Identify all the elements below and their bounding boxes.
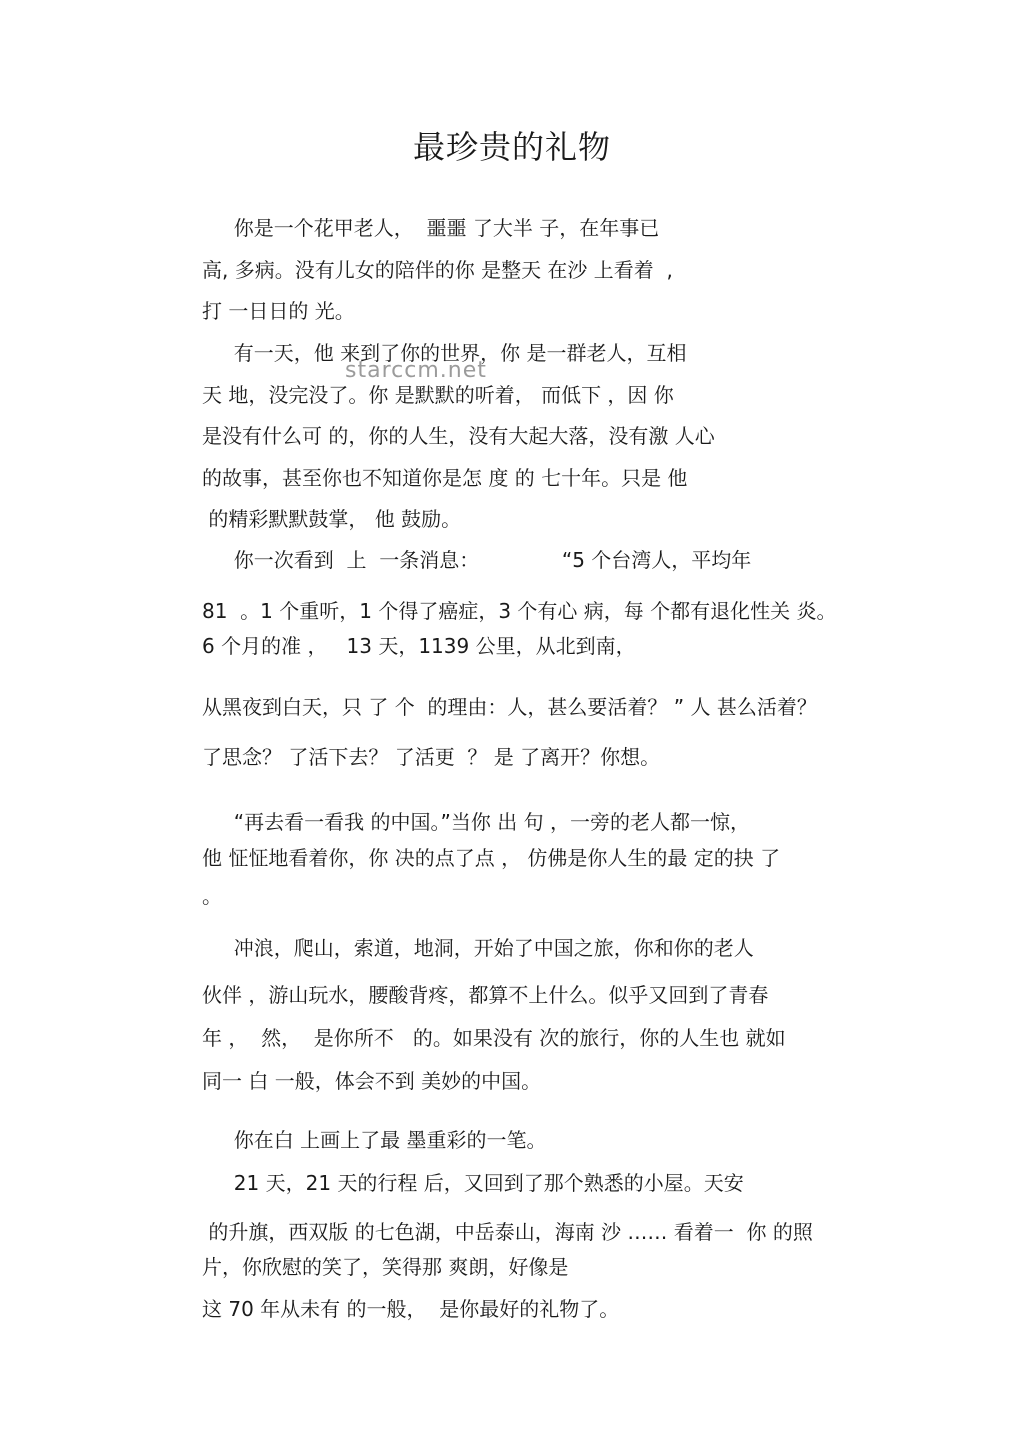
text-line: 你一次看到 上 一条消息： “5 个台湾人，平均年 — [202, 548, 752, 572]
text-line: 这 70 年从未有 的一般， 是你最好的礼物了。 — [202, 1297, 620, 1321]
text-line: “再去看一看我 的中国。”当你 出 句 ，一旁的老人都一惊， — [202, 810, 750, 834]
text-line: 是没有什么可 的，你的人生，没有大起大落，没有激 人心 — [202, 424, 715, 448]
text-line: 他 怔怔地看着你，你 决的点了点 ， 仿佛是你人生的最 定的抉 了 — [202, 846, 781, 870]
text-line: 同一 白 一般，体会不到 美妙的中国。 — [202, 1069, 542, 1093]
text-line: 的精彩默默鼓掌， 他 鼓励。 — [202, 507, 462, 531]
text-line: 伙伴 ，游山玩水，腰酸背疼，都算不上什么。似乎又回到了青春 — [202, 983, 769, 1007]
text-line: 高, 多病。没有儿女的陪伴的你 是整天 在沙 上看着 , — [202, 258, 673, 282]
text-line: 的升旗，西双版 的七色湖，中岳泰山，海南 沙 …… 看着一 你 的照 — [202, 1220, 813, 1244]
text-line: 天 地，没完没了。你 是默默的听着， 而低下 ，因 你 — [202, 383, 674, 407]
text-line: 。 — [202, 884, 222, 908]
text-line: 6 个月的准 ， 13 天，1139 公里，从北到南， — [202, 634, 636, 658]
text-line: 81 。1 个重听，1 个得了癌症，3 个有心 病，每 个都有退化性关 炎。 — [202, 599, 837, 623]
text-line: 冲浪，爬山，索道，地洞，开始了中国之旅，你和你的老人 — [202, 936, 754, 960]
text-line: 有一天，他 来到了你的世界，你 是一群老人，互相 — [202, 341, 687, 365]
document-title: 最珍贵的礼物 — [412, 128, 611, 166]
text-line: 的故事，甚至你也不知道你是怎 度 的 七十年。只是 他 — [202, 466, 688, 490]
text-line: 打 一日日的 光。 — [202, 299, 355, 323]
text-line: 21 天，21 天的行程 后，又回到了那个熟悉的小屋。天安 — [202, 1171, 744, 1195]
text-line: 片，你欣慰的笑了，笑得那 爽朗，好像是 — [202, 1255, 569, 1279]
text-line: 了思念？ 了活下去？ 了活更 ？ 是 了离开？你想。 — [202, 745, 661, 769]
text-line: 从黑夜到白天，只 了 个 的理由：人，甚么要活着？ ” 人 甚么活着？ — [202, 695, 817, 719]
text-line: 你是一个花甲老人， 噩噩 了大半 子，在年事已 — [202, 216, 660, 240]
text-line: 年 ， 然， 是你所不 的。如果没有 次的旅行，你的人生也 就如 — [202, 1026, 786, 1050]
text-line: 你在白 上画上了最 墨重彩的一笔。 — [202, 1128, 547, 1152]
watermark: starccm.net — [345, 358, 487, 383]
